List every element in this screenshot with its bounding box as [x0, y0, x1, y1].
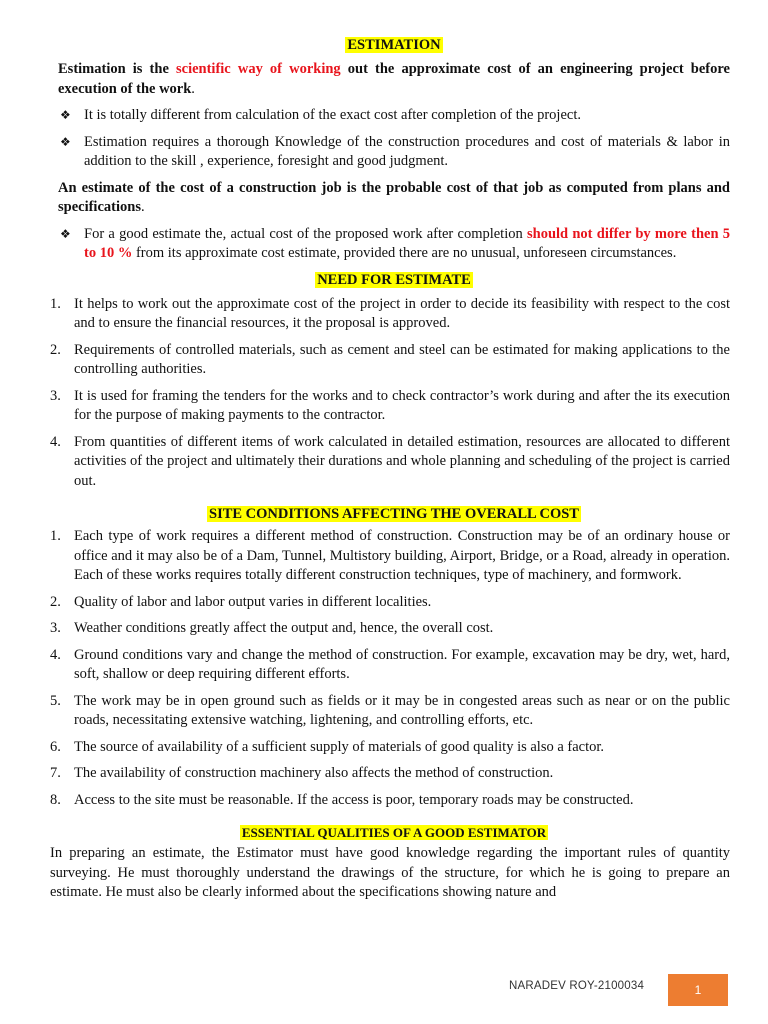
footer-author: NARADEV ROY-2100034 — [509, 980, 645, 992]
need-list — [50, 295, 730, 492]
page-number-badge: 1 — [668, 974, 728, 1006]
bullet-item: ❖ For a good estimate the, actual cost of the proposed work after completion should not differ by more then 5 to 10 % from its approximate cost estimate, provided there are no unusual, unforeseen circumstances. — [60, 225, 731, 261]
estimation-bullets — [58, 106, 730, 172]
diamond-bullet-icon: ❖ — [60, 108, 71, 122]
good-estimate-bullets — [58, 225, 730, 264]
list-item: 4. From quantities of different items of work calculated in detailed estimation, resources are allocated to different activities of the project and ultimately their durations and whole planning and scheduling of the project is carried out. — [50, 433, 730, 489]
list-item: 3. It is used for framing the tenders for the works and to check contractor’s work during and after the its execution for the purpose of making payments to the contractor. — [50, 387, 730, 423]
list-item: 2. Quality of labor and labor output varies in different localities. — [50, 593, 432, 610]
list-item: 1. It helps to work out the approximate cost of the project in order to decide its feasibility with respect to the cost and to ensure the financial resources, it the proposal is approved. — [50, 295, 730, 331]
bullet-item: ❖ It is totally different from calculation of the exact cost after completion of the project. — [58, 106, 730, 126]
need-for-estimate-heading: NEED FOR ESTIMATE — [317, 271, 471, 288]
site-conditions-list — [50, 527, 730, 810]
site-conditions-heading: SITE CONDITIONS AFFECTING THE OVERALL COST — [209, 506, 579, 522]
diamond-bullet-icon: ❖ — [60, 134, 71, 149]
list-item: 2. Requirements of controlled materials, such as cement and steel can be estimated for making applications to the controlling authorities. — [50, 341, 730, 377]
list-item: 8. Access to the site must be reasonable. If the access is poor, temporary roads may be constructed. — [50, 791, 634, 808]
list-item: 4. Ground conditions vary and change the method of construction. For example, excavation may be dry, wet, hard, soft, shallow or deep requiring different efforts. — [50, 646, 730, 682]
list-item: 3. Weather conditions greatly affect the output and, hence, the overall cost. — [50, 620, 494, 636]
list-item: 1. Each type of work requires a different method of construction. Construction may be of an ordinary house or office and it may also be of a Dam, Tunnel, Multistory building, Airport, Bridge, or a Road, already in operation. Each of these works requires totally different construction techniques, type of machinery, and formwork. — [50, 528, 730, 583]
estimation-heading: ESTIMATION — [347, 37, 441, 53]
diamond-bullet-icon: ❖ — [60, 226, 71, 241]
bullet-item: ❖ Estimation requires a thorough Knowledge of the construction procedures and cost of materials & labor in addition to the skill , experience, foresight and good judgment. — [60, 133, 730, 169]
document-page — [50, 36, 731, 903]
definition-paragraph: An estimate of the cost of a construction job is the probable cost of that job as computed from plans and specifications. — [58, 179, 730, 215]
list-item: 5. The work may be in open ground such as fields or it may be in congested areas such as near or on the public roads, necessitating extensive watching, lightening, and controlling efforts, etc. — [50, 692, 730, 728]
list-item: 6. The source of availability of a sufficient supply of materials of good quality is also a factor. — [50, 738, 605, 755]
list-item: 7. The availability of construction machinery also affects the method of construction. — [50, 765, 554, 781]
intro-paragraph: Estimation is the scientific way of working out the approximate cost of an engineering project before execution of the work. — [58, 61, 730, 97]
essential-qualities-paragraph: In preparing an estimate, the Estimator must have good knowledge regarding the important rules of quantity surveying. He must thoroughly understand the drawings of the structure, for which he is going to prepare an estimate. He must also be clearly informed about the specifications showing nature and — [50, 845, 730, 900]
essential-qualities-heading: ESSENTIAL QUALITIES OF A GOOD ESTIMATOR — [241, 825, 547, 840]
